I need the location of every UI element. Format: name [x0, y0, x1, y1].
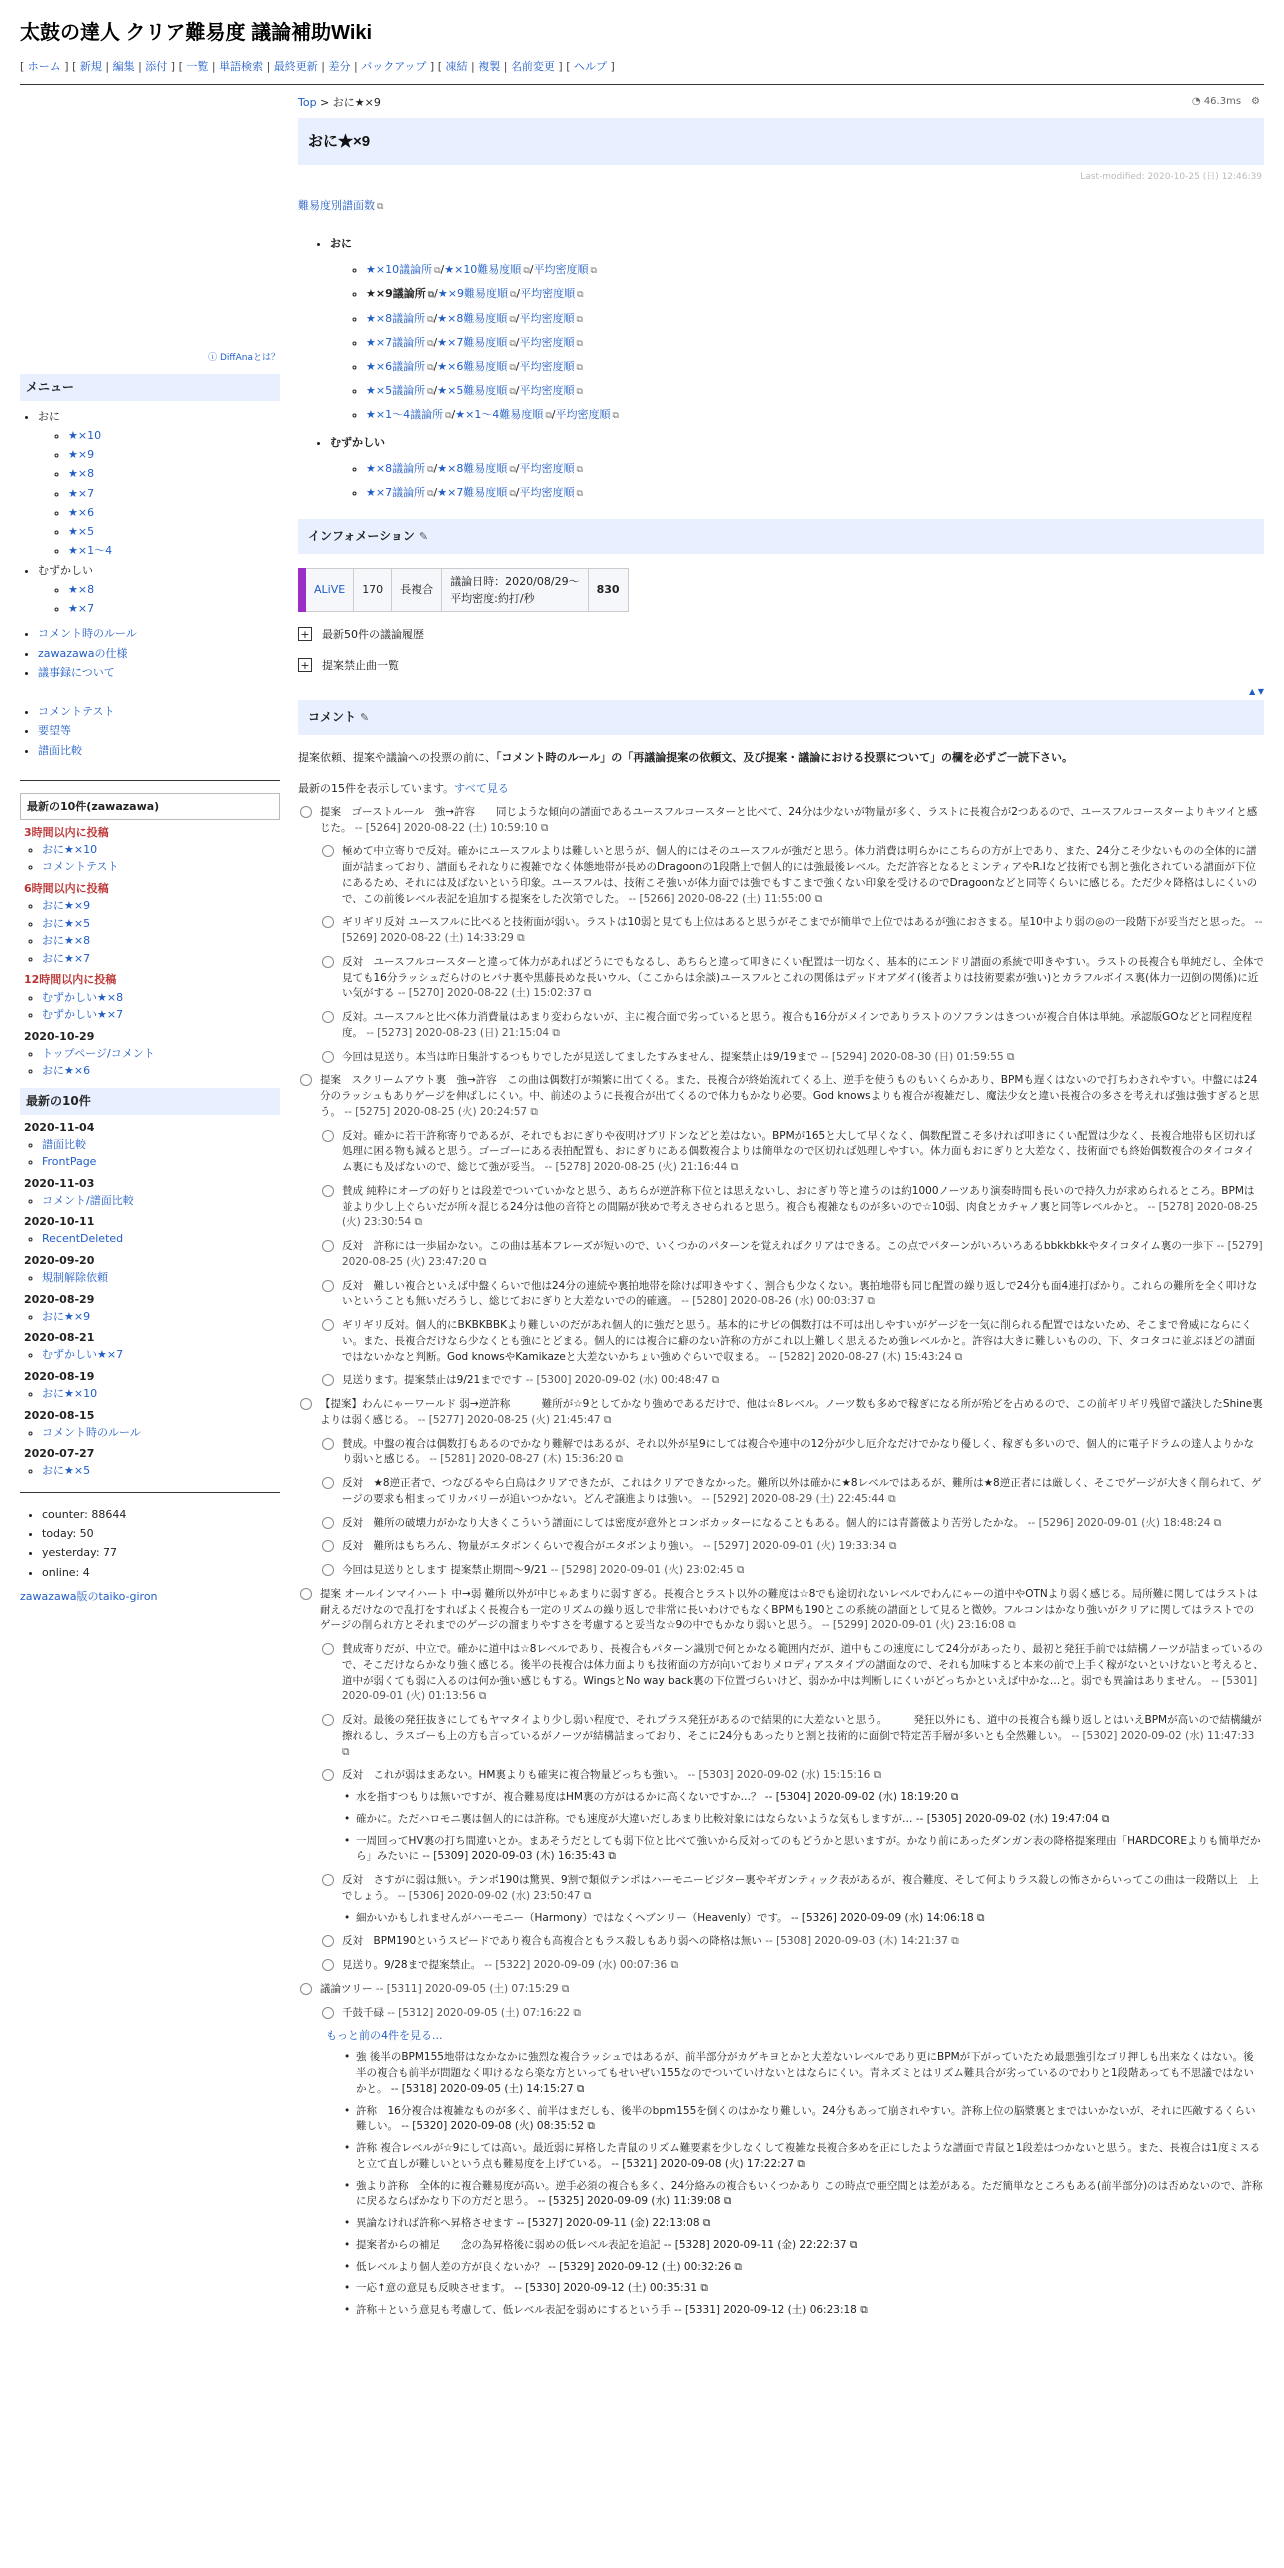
external-link-icon[interactable]: ⧉ — [667, 1959, 678, 1972]
comment: • 確かに。ただハロモニ裏は個人的には許称。でも速度が大違いだしあまり比較対象にはならないような気もしますが… -- [5305] 2020-09-02 (水) 19:47:04 ⧉ — [342, 1812, 1264, 1828]
external-link-icon[interactable]: ⧉ — [794, 2157, 805, 2170]
replies — [320, 844, 1264, 1065]
recent-items — [42, 1424, 280, 1442]
menu-item: ◦ ★×5 — [68, 522, 280, 541]
menu-item: ◦ ★×10 — [68, 426, 280, 445]
comment: • 一応↑意の意見も反映させます。 -- [5330] 2020-09-12 (土) 00:35:31 ⧉ — [342, 2281, 1264, 2297]
index-item: ◦ ★×8議論所 ⧉ /★×8難易度順 ⧉ /平均密度順 ⧉ — [366, 307, 1264, 331]
nav-link[interactable]: ホーム — [27, 60, 61, 73]
menu-links — [38, 624, 280, 682]
difficulty-order-link[interactable]: ★×7難易度順 ⧉ — [437, 486, 516, 499]
counter-item: • counter: 88644 — [42, 1505, 280, 1524]
external-link-icon[interactable]: ⧉ — [708, 1374, 720, 1387]
comment: • 許称 複合レベルが☆9にしては高い。最近弱に昇格した青鼠のリズム難要素を少しなくして複雑な長複合多めを正にしたような譜面で青鼠と1段差はつかないと思う。また、長複合は1度ミスると立て直しが難しいという点も難易度を上げている。 -- [5321] 2020-09-08 (火) 17:22:27 ⧉ — [342, 2141, 1264, 2173]
density-order-link[interactable]: 平均密度順 ⧉ — [519, 312, 582, 325]
external-link-icon[interactable]: ⧉ — [537, 821, 549, 834]
recent-items — [42, 1385, 280, 1403]
info-table — [298, 568, 629, 612]
external-link-icon[interactable]: ⧉ — [947, 1791, 959, 1804]
nav-link[interactable]: 一覧 — [186, 60, 209, 73]
index-muzu: • むずかしい ◦ ★×8議論所 ⧉ /★×8難易度順 ⧉ /平均密度順 ⧉ ◦ ★×7議論所 ⧉ /★×7難易度順 ⧉ /平均密度順 ⧉ — [330, 434, 1264, 505]
recent-group-label: 2020-10-11 — [24, 1215, 95, 1229]
menu-muzu: • むずかしい ◦ ★×8 ◦ ★×7 — [38, 561, 280, 619]
nav-link[interactable]: 凍結 — [445, 60, 468, 73]
page-tools: ◔ 46.3ms ⚙ — [1191, 96, 1260, 107]
comment: 反対。ユースフルと比べ体力消費量はあまり変わらないが、主に複合面で劣っていると思う。複合も16分がメインでありラストのソフランはきついが複合自体は単純。承認版GOなどと同程度程度。 -- [5273] 2020-08-23 (日) 21:15:04 ⧉ — [320, 1010, 1264, 1042]
reply-radio[interactable] — [322, 2007, 334, 2019]
reply-radio[interactable] — [322, 1935, 334, 1947]
recent-group-label: 6時間以内に投稿 — [24, 882, 109, 896]
menu-oni: • おに ◦ ★×10 ◦ ★×9 ◦ ★×8 ◦ ★×7 ◦ ★×6 ◦ ★×5 ◦ ★×1～4 — [38, 407, 280, 561]
discussion-link[interactable]: ★×1～4議論所 ⧉ — [366, 408, 452, 421]
reply-radio[interactable] — [300, 806, 312, 818]
external-link-icon[interactable]: ⧉ — [727, 1161, 739, 1174]
recent-group-label: 2020-07-27 — [24, 1447, 95, 1461]
comment: • 許称＋という意見も考慮して、低レベル表記を弱めにするという手 -- [5331] 2020-09-12 (土) 06:23:18 ⧉ — [342, 2303, 1264, 2319]
menu-link: • コメントテスト — [38, 702, 280, 721]
comment: 賛成。中盤の複合は偶数打もあるのでかなり難解ではあるが、それ以外が星9にしては複合や連中の12分が少し厄介なだけでかなり優しく、稼ぎも多いので、個人的に電子ドラムの達人よりかなり弱いと感じる。 -- [5281] 2020-08-27 (木) 15:36:20 ⧉ — [320, 1437, 1264, 1469]
difficulty-order-link[interactable]: ★×8難易度順 ⧉ — [437, 462, 516, 475]
side-divider — [20, 780, 280, 781]
nested-replies — [342, 1911, 1264, 1927]
nav-link[interactable]: 名前変更 — [510, 60, 555, 73]
external-link-icon[interactable]: ⧉ — [870, 1769, 882, 1782]
recent-item: ◦ おに★×8 — [42, 932, 280, 950]
recent-group-label: 2020-08-21 — [24, 1331, 95, 1345]
recent-item: ◦ トップページ/コメント — [42, 1045, 280, 1063]
side-menu — [38, 407, 280, 619]
menu-muzu-list — [68, 580, 280, 619]
external-link-icon[interactable]: ⧉ — [1098, 1812, 1110, 1825]
recent-group-label: 2020-11-03 — [24, 1176, 95, 1190]
comment: 賛成 純粋にオーブの好りとは段差でついていかなと思う、あちらが逆許称下位とは思えないし、おにぎり等と違うのは約1000ノーツあり演奏時間も長いので持久力が求められるところ。BPMは並より少し上ぐらいだが所々混じる24分は他の音符との間隔が狭めで考えさせられると思う。複合も複雑なものが多いので☆10弱、肉食とカチャノ裏と同等レベルかと。 -- [5278] 2020-08-25 (火) 23:30:54 ⧉ — [320, 1184, 1264, 1231]
recent-item: ◦ おに★×9 — [42, 1308, 280, 1326]
reply-radio[interactable] — [322, 1959, 334, 1971]
recent-items — [42, 1136, 280, 1171]
replies — [320, 1642, 1264, 1974]
external-link-icon[interactable]: ⧉ — [733, 1564, 745, 1577]
nav-link[interactable]: 添付 — [145, 60, 168, 73]
reply-radio[interactable] — [300, 1074, 312, 1086]
reply-radio[interactable] — [322, 1643, 334, 1655]
discussion-link[interactable]: ★×8議論所 ⧉ — [366, 462, 434, 475]
reply-radio[interactable] — [322, 1769, 334, 1781]
external-link-icon[interactable]: ⧉ — [947, 1935, 959, 1948]
index-item: ◦ ★×6議論所 ⧉ /★×6難易度順 ⧉ /平均密度順 ⧉ — [366, 355, 1264, 379]
recent-item: ◦ 譜面比較 — [42, 1136, 280, 1154]
difficulty-order-link[interactable]: ★×9難易度順 ⧉ — [438, 287, 517, 300]
density-order-link[interactable]: 平均密度順 ⧉ — [555, 408, 618, 421]
replies — [320, 2006, 1264, 2319]
reply-radio[interactable] — [322, 1874, 334, 1886]
recent-group-label: 2020-08-29 — [24, 1292, 95, 1306]
recent-items — [42, 841, 280, 876]
recent-items — [42, 1462, 280, 1480]
recent-items — [42, 1192, 280, 1210]
recent-group-label: 2020-08-19 — [24, 1369, 95, 1383]
site-title: 太鼓の達人 クリア難易度 議論補助Wiki — [20, 22, 373, 44]
recent-item: ◦ おに★×7 — [42, 950, 280, 968]
external-link-icon[interactable]: ⧉ — [697, 2282, 708, 2295]
comment: 反対 BPM190というスピードであり複合も高複合ともラス殺しもあり弱への降格は無い -- [5308] 2020-09-03 (木) 14:21:37 ⧉ — [320, 1934, 1264, 1950]
recent-item: ◦ むずかしい★×7 — [42, 1346, 280, 1364]
gear-icon[interactable]: ⚙ — [1251, 96, 1260, 107]
recent-item: ◦ おに★×5 — [42, 1462, 280, 1480]
comment: 反対 難しい複合といえば中盤くらいで他は24分の連続や裏拍地帯を除けば叩きやすく、割合も少なくない。裏拍地帯も同じ配置の繰り返しで24分も面4連打ばかり。これらの難所を全く叩けないということも無いだろうし、総じておにぎりと大差ないでの的確適。 -- [5280] 2020-08-26 (水) 00:03:37 ⧉ — [320, 1279, 1264, 1311]
recent-zawa-list — [20, 824, 280, 1080]
recent-group-label: 2020-10-29 — [24, 1029, 95, 1043]
counter-item: • today: 50 — [42, 1524, 280, 1543]
comment: • 提案者からの補足 念の為昇格後に弱めの低レベル表記を追記 -- [5328] 2020-09-11 (金) 22:22:37 ⧉ — [342, 2238, 1264, 2254]
index-item: ◦ ★×7議論所 ⧉ /★×7難易度順 ⧉ /平均密度順 ⧉ — [366, 481, 1264, 505]
comment: • 低レベルより個人差の方が良くないか？ -- [5329] 2020-09-12 (土) 00:32:26 ⧉ — [342, 2260, 1264, 2276]
recent-item: ◦ おに★×6 — [42, 1062, 280, 1080]
menu-link: • コメント時のルール — [38, 624, 280, 643]
external-link-icon[interactable]: ⧉ — [1210, 1516, 1222, 1529]
main-content — [298, 92, 1264, 2319]
nav-link[interactable]: 差分 — [328, 60, 351, 73]
page-title: おに★×9 — [298, 118, 1264, 165]
info-icon: ⓘ — [208, 353, 220, 363]
menu-item: ◦ ★×7 — [68, 484, 280, 503]
page-index — [314, 235, 1264, 505]
expand-plus-icon[interactable]: + — [298, 627, 312, 641]
muzu-list — [354, 457, 1264, 505]
recent-items — [42, 1230, 280, 1248]
external-link-icon[interactable]: ⧉ — [699, 2217, 711, 2230]
external-link-icon[interactable]: ⧉ — [731, 2260, 742, 2273]
index-item: ◦ ★×7議論所 ⧉ /★×7難易度順 ⧉ /平均密度順 ⧉ — [366, 331, 1264, 355]
comment: • 異論なければ許称へ昇格させます -- [5327] 2020-09-11 (金) 22:13:08 ⧉ — [342, 2216, 1264, 2232]
comment-intro: 提案依頼、提案や議論への投票の前に、「コメント時のルール」の「再議論提案の依頼文、及び提案・議論における投票について」の欄を必ずご一読下さい。 — [298, 750, 1074, 764]
index-oni: • おに ◦ ★×10議論所 ⧉ /★×10難易度順 ⧉ /平均密度順 ⧉ ◦ ★×9議論所 ⧉ /★×9難易度順 ⧉ /平均密度順 ⧉ ◦ ★×8議論所 ⧉ /★×8難易度順 ⧉ /平均密度順 ⧉ ◦ ★×7議論所 ⧉ /★×7難易度順 ⧉ /平均密度順 ⧉ ◦ ★×6議論所 ⧉ /★×6難易度順 ⧉ /平均密度順 ⧉ ◦ ★×5議論所 ⧉ /★×5難易度順 ⧉ /平均密度順 ⧉ ◦ ★×1～4議論所 ⧉ /★×1～4難易度順 ⧉ /平均密度順 ⧉ — [330, 235, 1264, 427]
comment: 反対。確かに若干許称寄りであるが、それでもおにぎりや夜明けブリドンなどと差はない。BPMが165と大して早くなく、偶数配置こそ多ければ叩きにくい配置は少なく、長複合地帯も区切れば処理に困る物も減ると思う。ゴーゴーにある表拍配置も、おにぎりにある偶数複合よりは簡単なので区切れば処理しやすい。体力面もおにぎりと大差なく、技術面でも終始偶数複合のタイコタイム裏にも及ばないので、総じて強が妥当。 -- [5278] 2020-08-25 (火) 21:16:44 ⧉ — [320, 1129, 1264, 1176]
external-link-icon[interactable]: ⧉ — [527, 1105, 538, 1118]
expand-plus-icon[interactable]: + — [298, 658, 312, 672]
recent15: 最新の15件を表示しています。すべて見る — [298, 781, 509, 795]
recent-item: ◦ コメント時のルール — [42, 1424, 280, 1442]
recent-item: ◦ コメントテスト — [42, 858, 280, 876]
nav-link[interactable]: 複製 — [478, 60, 501, 73]
reply-radio[interactable] — [322, 1280, 334, 1292]
external-link-icon[interactable]: ⧉ — [884, 1492, 896, 1505]
nav-link[interactable]: 最終更新 — [273, 60, 318, 73]
menu-item: ◦ ★×7 — [68, 599, 280, 618]
replies — [320, 1437, 1264, 1579]
comment: 極めて中立寄りで反対。確かにユースフルよりは難しいと思うが、個人的にはそのユースフルが強だと思う。体力消費は明らかにこちらの方が上であり、また、24分こそ少ないものの全体的に譜面が詰まっており、譜面もそれなりに複雑でなく体態地帯が長めのDragoonの1段階上で個人的には強最後レベル。ただ許容となるとミンティアやR.Iなど技術でも割と強化されている譜面が下位にあるため、それには及ばないという印象。ユースフルは、技術こそ強いが体力面では強でもすこまで強くない印象を受けるのでDragoonなどと同等くらいに感じる。ただ少々降格はしにくいので、この前後レベル表記を追加する提案をした次第でした。 -- [5266] 2020-08-22 (土) 11:55:00 ⧉ — [320, 844, 1264, 907]
speed-icon: ◔ — [1191, 96, 1204, 107]
difficulty-order-link[interactable]: ★×1～4難易度順 ⧉ — [455, 408, 552, 421]
external-link-icon[interactable]: ⧉ — [856, 2304, 868, 2317]
jump-arrows-icon[interactable]: ▲ ▼ — [1249, 686, 1264, 696]
recent-item: ◦ コメント/譜面比較 — [42, 1192, 280, 1210]
nav-link[interactable]: 編集 — [112, 60, 135, 73]
comment: • 一周回ってHV裏の打ち間違いとか。まあそうだとしても弱下位と比べて強いから反対ってのもどうかと思いますが。かなり前にあったダンガン表の降格提案理由「HARDCOREよりも簡単だから」みたいに -- [5309] 2020-09-03 (木) 16:35:43 ⧉ — [342, 1834, 1264, 1866]
recent-item: ◦ おに★×9 — [42, 897, 280, 915]
recent-items — [42, 1045, 280, 1080]
comment: • 水を指すつもりは無いですが、複合難易度はHM裏の方がはるかに高くないですか…？ -- [5304] 2020-09-02 (水) 18:19:20 ⧉ — [342, 1790, 1264, 1806]
counter-item: • online: 4 — [42, 1563, 280, 1582]
reply-radio[interactable] — [322, 1438, 334, 1450]
comment: 提案 オールインマイハート 中→弱 難所以外が中じゃあまりに弱すぎる。長複合とラスト以外の難度は☆8でも途切れないレベルでわんにゃーの道中やOTNより弱く感じる。局所難に関してはラストは耐えるだけなので乱打をすればよく長複合も一定のリズムの繰り返しで非常に長いわけでもなくBPMも190とこの系統の譜面として見ると微妙。フルコンはかなり強いがクリアに関してはラストでのゲージの削られ方とそれまでのゲージの溜まりやすさを考慮すると妥当な☆9の中でもかなり弱いと思う。 -- [5299] 2020-09-01 (火) 23:16:08 ⧉ — [298, 1587, 1264, 1634]
density-order-link[interactable]: 平均密度順 ⧉ — [519, 384, 582, 397]
external-link-icon[interactable]: ⧉ — [411, 1216, 423, 1229]
comment: 議論ツリー -- [5311] 2020-09-05 (土) 07:15:29 ⧉ — [298, 1982, 1264, 1998]
comment: 反対 さすがに弱は無い。テンポ190は驚異、9割で類似テンポはハーモニービジター裏やギガンティック表があるが、複合難度、そして何よりラス殺しの怖さからいってこの曲は一段階以上 上でしょう。 -- [5306] 2020-09-02 (水) 23:50:47 ⧉ — [320, 1873, 1264, 1905]
load-more-link[interactable]: もっと前の4件を見る... — [326, 2029, 443, 2043]
comment: 反対 難所の破壊力がかなり大きくこういう譜面にしては密度が意外とコンボカッターになることもある。個人的には青薔薇より苦労したかな。 -- [5296] 2020-09-01 (火) 18:48:24 ⧉ — [320, 1516, 1264, 1532]
index-item: ◦ ★×9議論所 ⧉ /★×9難易度順 ⧉ /平均密度順 ⧉ — [366, 282, 1264, 306]
difficulty-order-link[interactable]: ★×10難易度順 ⧉ — [444, 263, 530, 276]
reply-radio[interactable] — [322, 1540, 334, 1552]
comment: 反対 これが弱はまあない。HM裏よりも確実に複合物量どっちも強い。 -- [5303] 2020-09-02 (水) 15:15:16 ⧉ — [320, 1768, 1264, 1784]
comment: 見送り。9/28まで提案禁止。 -- [5322] 2020-09-09 (水) 00:07:36 ⧉ — [320, 1958, 1264, 1974]
recent-item: ◦ おに★×10 — [42, 1385, 280, 1403]
menu-item: ◦ ★×8 — [68, 580, 280, 599]
external-link-icon[interactable]: ⧉ — [580, 987, 592, 1000]
reply-radio[interactable] — [300, 1588, 312, 1600]
comment: 【提案】わんにゃーワールド 弱→逆許称 難所が☆9としてかなり強めであるだけで、他は☆8レベル。ノーツ数も多めで稼ぎになる所が殆どを占めるので、この前ギリギリ残留で議決したShine裏よりは弱く感じる。 -- [5277] 2020-08-25 (火) 21:45:47 ⧉ — [298, 1397, 1264, 1429]
index-item: ◦ ★×8議論所 ⧉ /★×8難易度順 ⧉ /平均密度順 ⧉ — [366, 457, 1264, 481]
comment: 反対 難所はもちろん、物量がエタボンくらいで複合がエタボンより強い。 -- [5297] 2020-09-01 (火) 19:33:34 ⧉ — [320, 1539, 1264, 1555]
menu-links-2 — [38, 702, 280, 760]
breadcrumb-current: おに★×9 — [332, 96, 381, 109]
info-combo: 830 — [588, 568, 628, 611]
menu-item: ◦ ★×9 — [68, 445, 280, 464]
recent-items — [42, 989, 280, 1024]
density-order-link[interactable]: 平均密度順 ⧉ — [519, 462, 582, 475]
info-period: 議論日時：2020/08/29～ 平均密度:約打/秒 — [442, 568, 588, 611]
menu-link: • 譜面比較 — [38, 741, 280, 760]
nav-link[interactable]: ヘルプ — [574, 60, 608, 73]
external-link-icon[interactable]: ⧉ — [342, 1745, 350, 1758]
menu-link: • zawazawaの仕様 — [38, 644, 280, 663]
comment: ギリギリ反対。個人的にBKBKBBKより難しいのだがあれ個人的に強だと思う。基本的にサビの偶数打は不可は出しやすいがゲージを一気に削られる配置ではないため、そこまで脅威にならにくい。また、長複合だけなら少なくとも強にとどまる。個人的には複合に癖のない許称の方がこれ以上難しく思えるため強レベルかと。許容は大きに難しいものの、下、タコタコに並ぶほどの譜面ではないかなと判断。God knowsやKamikazeと大差ないかちょい強めぐらいで収まる。 -- [5282] 2020-08-27 (木) 15:43:24 ⧉ — [320, 1318, 1264, 1365]
discussion-link[interactable]: ★×9議論所 ⧉ — [366, 287, 434, 300]
external-link-icon[interactable]: ⧉ — [573, 2082, 585, 2095]
recent-group-label: 2020-11-04 — [24, 1120, 95, 1134]
difficulty-order-link[interactable]: ★×5難易度順 ⧉ — [437, 384, 516, 397]
menu-item: ◦ ★×6 — [68, 503, 280, 522]
external-link-icon[interactable]: ⧉ — [951, 1350, 963, 1363]
counter-item: • yesterday: 77 — [42, 1543, 280, 1562]
density-order-link[interactable]: 平均密度順 ⧉ — [533, 263, 596, 276]
info-heading: インフォメーション ✎ — [298, 519, 1264, 554]
external-link-icon[interactable]: ⧉ — [973, 1911, 985, 1924]
external-link-icon[interactable]: ⧉ — [605, 1850, 616, 1863]
comment-thread — [298, 805, 1264, 2319]
comment: 見送ります。提案禁止は9/21までです -- [5300] 2020-09-02 (水) 00:48:47 ⧉ — [320, 1373, 1264, 1389]
menu-link: • 議事録について — [38, 663, 280, 682]
nested-replies — [342, 1790, 1264, 1865]
header-divider — [20, 84, 1264, 85]
external-link-icon[interactable]: ⧉ — [475, 1255, 487, 1268]
comment: 反対 ★8逆正者で、つなびるやら白鳥はクリアできたが、これはクリアできなかった。難所以外は確かに★8レベルではあるが、難所は★8逆正者には厳しく、そこでゲージが大きく削られて、ゲージの要求も相まってリカバリーが追いつかない。どんぞ譲進よりは強い。 -- [5292] 2020-08-29 (土) 22:45:44 ⧉ — [320, 1476, 1264, 1508]
last-modified: Last-modified: 2020-10-25 (日) 12:46:39 — [1080, 172, 1262, 183]
breadcrumb-top[interactable]: Top — [298, 96, 317, 109]
recent-items — [42, 1308, 280, 1326]
nav-link[interactable]: バックアップ — [361, 60, 427, 73]
recent-items — [42, 1346, 280, 1364]
recent-items — [42, 897, 280, 967]
comment: 反対 ユースフルコースターと違って体力があればどうにでもなるし、あちらと違って叩きにくい配置は一切なく、基本的にエンドリ譜面の系統で叩きやすい。ラストの長複合も単純だし、全体で見ても16分ラッシュだらけのヒパナ裏や黒藤長めな長いウル、（ここからは余談)ユースフルとこれの関係はデッドオアダイ(後者よりは技術要素が強い)とカラフルボイス裏(体力一辺倒の関係)に近い気がする -- [5270] 2020-08-22 (土) 15:02:37 ⧉ — [320, 955, 1264, 1002]
density-order-link[interactable]: 平均密度順 ⧉ — [519, 336, 582, 349]
toggle-history[interactable]: + 最新50件の議論履歴 — [298, 626, 1264, 643]
comment: 提案 スクリームアウト裏 強→許容 この曲は偶数打が頻繁に出てくる。また、長複合が終始流れてくる上、逆手を使うものもいくらかあり、BPMも遅くはないので打ちわされやすい。中盤には24分のラッシュもありゲージを伸ばしにくい。中、前述のように長複合が出てくるので体力もかなり必要。God knowsよりも複合が複雑だし、魔法少女と違い長複合の多さを考えれば強は強すぎると思う。 -- [5275] 2020-08-25 (火) 20:24:57 ⧉ — [298, 1073, 1264, 1120]
reply-radio[interactable] — [322, 1714, 334, 1726]
external-link-icon[interactable]: ⧉ — [475, 1690, 487, 1703]
reply-radio[interactable] — [300, 1398, 312, 1410]
recent-items — [42, 1269, 280, 1287]
comment: 反対 許称には一歩届かない。この曲は基本フレーズが短いので、いくつかのパターンを覚えればクリアはできる。この点でパターンがいろいろあるbbkkbkkやタイコタイム裏の一歩下 -- [5279] 2020-08-25 (火) 23:47:20 ⧉ — [320, 1239, 1264, 1271]
difficulty-order-link[interactable]: ★×6難易度順 ⧉ — [437, 360, 516, 373]
menu-item: ◦ ★×8 — [68, 464, 280, 483]
external-link-icon[interactable]: ⧉ — [864, 1295, 875, 1308]
top-navigation: [ ホーム ] [ 新規 | 編集 | 添付 ] [ 一覧 | 単語検索 | 最終更新 | 差分 | バックアップ ] [ 凍結 | 複製 | 名前変更 ] [ ヘルプ ] — [20, 60, 615, 73]
comment: ギリギリ反対 ユースフルに比べると技術面が弱い。ラストは10弱と見ても上位はあると思うがそこまでが簡単で上位ではあるが強におさまる。星10中より弱の◎の一段階下が妥当だと思った。 -- [5269] 2020-08-22 (土) 14:33:29 ⧉ — [320, 915, 1264, 947]
external-link-icon[interactable]: ⧉ — [584, 2120, 595, 2133]
density-order-link[interactable]: 平均密度順 ⧉ — [519, 360, 582, 373]
reply-radio[interactable] — [322, 1319, 334, 1331]
external-link-icon[interactable]: ⧉ — [612, 1453, 623, 1466]
reply-radio[interactable] — [322, 1240, 334, 1252]
recent-group-label: 2020-08-15 — [24, 1408, 95, 1422]
discussion-link[interactable]: ★×10議論所 ⧉ — [366, 263, 441, 276]
discussion-link[interactable]: ★×6議論所 ⧉ — [366, 360, 434, 373]
external-link-icon[interactable]: ⧉ — [600, 1413, 612, 1426]
comment: 今回は見送り。本当は昨日集計するつもりでしたが見送してましたすみません、提案禁止は9/19まで -- [5294] 2020-08-30 (日) 01:59:55 ⧉ — [320, 1050, 1264, 1066]
recent-zawa-heading: 最新の10件(zawazawa) — [20, 793, 280, 820]
reply-radio[interactable] — [322, 1374, 334, 1386]
see-all-link[interactable]: すべて見る — [454, 781, 509, 795]
external-link-icon[interactable]: ⧉ — [885, 1540, 897, 1553]
menu-item: ◦ ★×1～4 — [68, 541, 280, 560]
menu-heading: メニュー — [20, 374, 280, 401]
reply-radio[interactable] — [322, 1517, 334, 1529]
reply-radio[interactable] — [300, 1983, 312, 1995]
reply-radio[interactable] — [322, 1564, 334, 1576]
oni-list — [354, 258, 1264, 427]
comment: • 強より許称 全体的に複合難易度が高い。逆手必須の複合も多く、24分絡みの複合もいくつかあり この時点で亜空間とは差がある。ただ簡単なところもある(前半部分)のは否めないので、許称に戻るならばかなり下の方だと思う。 -- [5325] 2020-09-09 (水) 11:39:08 ⧉ — [342, 2179, 1264, 2211]
recent-group-label: 12時間以内に投稿 — [24, 973, 117, 987]
external-link-icon[interactable]: ⧉ — [513, 932, 525, 945]
reply-radio[interactable] — [322, 1477, 334, 1489]
recent-item: ◦ おに★×10 — [42, 841, 280, 859]
recent-item: ◦ RecentDeleted — [42, 1230, 280, 1248]
reply-radio[interactable] — [322, 1130, 334, 1142]
sidebar — [20, 92, 280, 1605]
menu-link: • 要望等 — [38, 721, 280, 740]
density-order-link[interactable]: 平均密度順 ⧉ — [519, 486, 582, 499]
external-link-icon[interactable]: ⧉ — [580, 1889, 592, 1902]
info-notes: 170 — [354, 568, 392, 611]
comment: 千鼓千碌 -- [5312] 2020-09-05 (土) 07:16:22 ⧉ — [320, 2006, 1264, 2022]
external-link-icon[interactable]: ⧉ — [570, 2006, 581, 2019]
external-link-icon[interactable]: ⧉ — [1003, 1050, 1015, 1063]
external-link-icon[interactable]: ⧉ — [811, 892, 823, 905]
comment: • 許称 16分複合は複雑なものが多く、前半はまだしも、後半のbpm155を倒くのはかなり難しい。24分もあって崩されやすい。許称上位の脳漿裏とまではいかないが、それに匹敵するくらい難しい。 -- [5320] 2020-09-08 (火) 08:35:52 ⧉ — [342, 2104, 1264, 2136]
info-song[interactable]: ALiVE — [302, 568, 354, 611]
difficulty-order-link[interactable]: ★×8難易度順 ⧉ — [437, 312, 516, 325]
edit-pencil-icon[interactable]: ✎ — [418, 529, 429, 543]
edit-pencil-icon[interactable]: ✎ — [360, 711, 370, 725]
recent-item: ◦ むずかしい★×8 — [42, 989, 280, 1007]
index-item: ◦ ★×10議論所 ⧉ /★×10難易度順 ⧉ /平均密度順 ⧉ — [366, 258, 1264, 282]
counters — [42, 1505, 280, 1582]
nav-link[interactable]: 単語検索 — [219, 60, 264, 73]
index-item: ◦ ★×5議論所 ⧉ /★×5難易度順 ⧉ /平均密度順 ⧉ — [366, 379, 1264, 403]
comment: 今回は見送りとします 提案禁止期間～9/21 -- [5298] 2020-09-01 (火) 23:02:45 ⧉ — [320, 1563, 1264, 1579]
comment: 提案 ゴーストルール 強→許容 同じような傾向の譜面であるユースフルコースターと比べて、24分は少ないが物量が多く、ラストに長複合が2つあるので、ユースフルコースターよりキツイと感じた。 -- [5264] 2020-08-22 (土) 10:59:10 ⧉ — [298, 805, 1264, 837]
difficulty-count-link[interactable]: 難易度別譜面数 ⧉ — [298, 199, 383, 212]
nested-replies — [342, 2050, 1264, 2319]
menu-oni-list — [68, 426, 280, 561]
reply-radio[interactable] — [322, 1185, 334, 1197]
difficulty-order-link[interactable]: ★×7難易度順 ⧉ — [437, 336, 516, 349]
density-order-link[interactable]: 平均密度順 ⧉ — [520, 287, 583, 300]
reply-radio[interactable] — [322, 1011, 334, 1023]
toggle-banned[interactable]: + 提案禁止曲一覧 — [298, 657, 1264, 674]
recent10-list — [20, 1119, 280, 1480]
reply-radio[interactable] — [322, 1051, 334, 1063]
zawazawa-footer-link[interactable]: zawazawa版のtaiko-giron — [20, 1589, 158, 1603]
comment: 賛成寄りだが、中立で。確かに道中は☆8レベルであり、長複合もパターン識別で何とかなる範囲内だが、道中もこの速度にして24分があったり、最初と発狂手前では結構ノーツが詰まっているので、そこだけならかなり強く感じる。後半の長複合は体力面よりも技術面の方が向いておりメロディアスタイプの譜面なので、それも加味すると本来の前で上手く稼がないといけないと考えると、道中が弱くても弱に入るのは何か強い感じもする。WingsとNo way back裏の下位置づらいけど、弱かか中は判断しにくいがどっちかといえば中かな…と。弱でも異論はありません。 -- [5301] 2020-09-01 (火) 01:13:56 ⧉ — [320, 1642, 1264, 1705]
comment: • 細かいかもしれませんがハーモニー（Harmony）ではなくヘブンリー（Heavenly）です。 -- [5326] 2020-09-09 (水) 14:06:18 ⧉ — [342, 1911, 1264, 1927]
external-link-icon[interactable]: ⧉ — [720, 2195, 732, 2208]
recent-item: ◦ 規制解除依頼 — [42, 1269, 280, 1287]
external-link-icon[interactable]: ⧉ — [1004, 1619, 1016, 1632]
discussion-link[interactable]: ★×5議論所 ⧉ — [366, 384, 434, 397]
discussion-link[interactable]: ★×7議論所 ⧉ — [366, 336, 434, 349]
reply-radio[interactable] — [322, 845, 334, 857]
index-item: ◦ ★×1～4議論所 ⧉ /★×1～4難易度順 ⧉ /平均密度順 ⧉ — [366, 403, 1264, 427]
recent-group-label: 3時間以内に投稿 — [24, 825, 109, 839]
breadcrumb: Top > おに★×9 ◔ 46.3ms ⚙ — [298, 96, 1260, 109]
nav-link[interactable]: 新規 — [79, 60, 102, 73]
recent-item: ◦ むずかしい★×7 — [42, 1006, 280, 1024]
recent-item: ◦ おに★×5 — [42, 915, 280, 933]
replies — [320, 1129, 1264, 1390]
discussion-link[interactable]: ★×8議論所 ⧉ — [366, 312, 434, 325]
reply-radio[interactable] — [322, 916, 334, 928]
recent-group-label: 2020-09-20 — [24, 1254, 95, 1268]
side-divider-2 — [20, 1492, 280, 1493]
recent-item: ◦ FrontPage — [42, 1153, 280, 1171]
info-genre: 長複合 — [392, 568, 442, 611]
external-link-icon[interactable]: ⧉ — [549, 1026, 560, 1039]
reply-radio[interactable] — [322, 956, 334, 968]
external-link-icon[interactable]: ⧉ — [846, 2238, 858, 2251]
external-link-icon[interactable]: ⧉ — [558, 1982, 570, 1995]
recent10-heading: 最新の10件 — [20, 1088, 280, 1115]
comment: • 強 後半のBPM155地帯はなかなかに強烈な複合ラッシュではあるが、前半部分がカゲキヨとかと大差ないレベルであり更にBPMが下がっていたため最悪強引なゴリ押しも出来なくはない。後半の複合も前半が問題なく叩けるなら楽な方といってもせいぜい155なのでついていけないとはならにくい。青ネズミとはリズム難具合が劣っているのでわりと1段階あっても不思議ではないかと。 -- [5318] 2020-09-05 (土) 14:15:27 ⧉ — [342, 2050, 1264, 2097]
comment: 反対。最後の発狂抜きにしてもヤマタイより少し弱い程度で、それプラス発狂があるので結果的に大差ないと思う。 発狂以外にも、道中の長複合も繰り返しとはいえBPMが高いので結構繊が擦れるし、ラスゴーも上の方も言っているがノーツが結構詰まっており、そこに24分もあったりと割と技術的に面倒で特定苦手層が多いとも全然難しい。 -- [5302] 2020-09-02 (水) 11:47:33 ⧉ — [320, 1713, 1264, 1760]
diffana-link[interactable]: ⓘ DiffAnaとは？ — [208, 353, 280, 363]
comment-heading: コメント ✎ — [298, 700, 1264, 735]
discussion-link[interactable]: ★×7議論所 ⧉ — [366, 486, 434, 499]
